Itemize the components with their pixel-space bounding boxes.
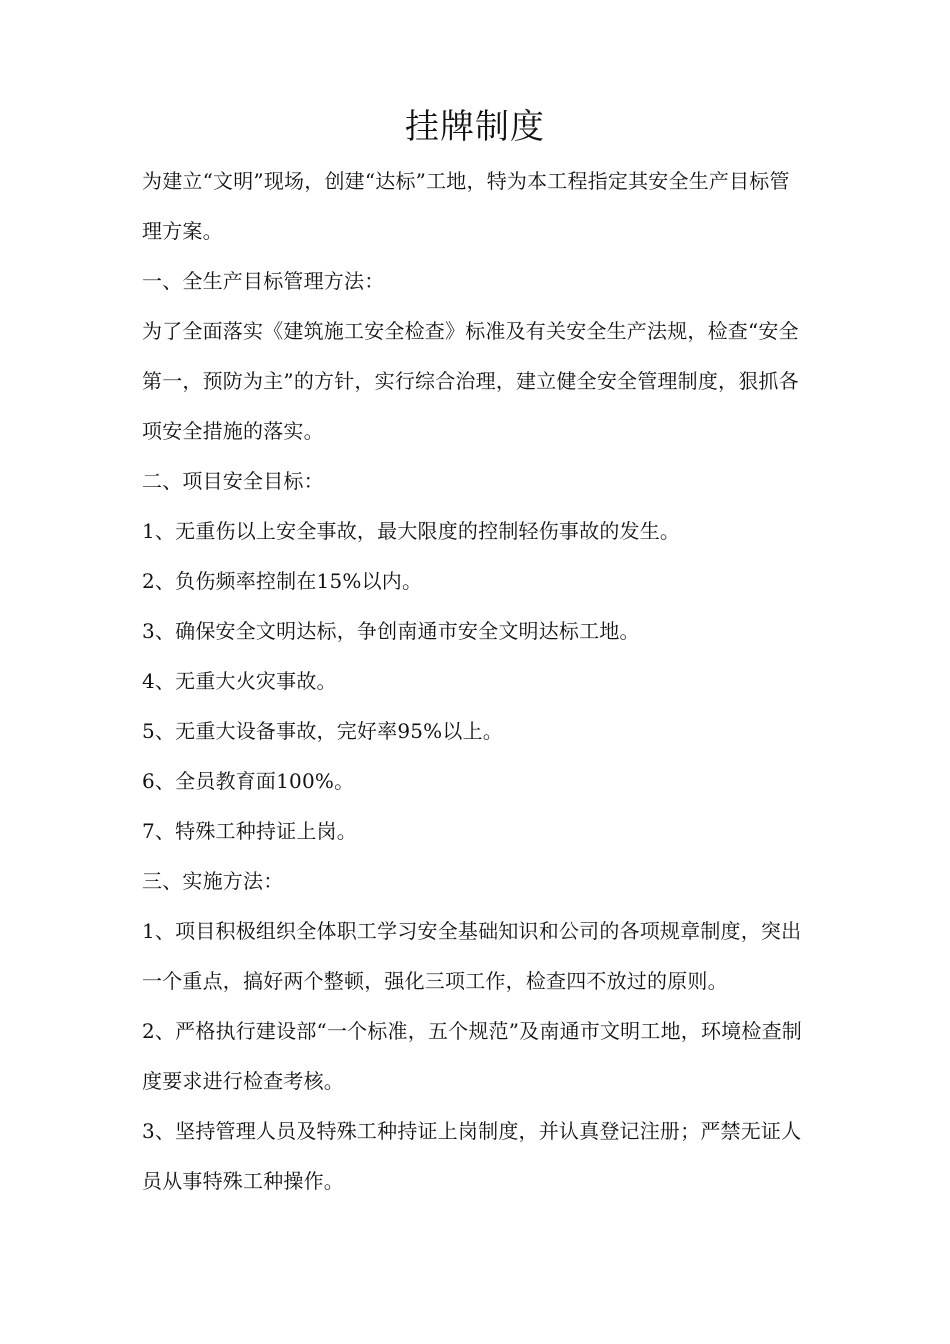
goal-item-2: 2、负伤频率控制在15%以内。	[142, 569, 423, 593]
paragraph-intro: 为建立“文明”现场，创建“达标”工地，特为本工程指定其安全生产目标管理方案。	[142, 169, 790, 243]
implementation-item-2: 2、严格执行建设部“一个标准，五个规范”及南通市文明工地，环境检查制度要求进行检查考核。	[142, 1019, 802, 1093]
section-heading-1: 一、全生产目标管理方法：	[142, 269, 385, 293]
paragraph-method: 为了全面落实《建筑施工安全检查》标准及有关安全生产法规，检查“安全第一，预防为主”的方针，实行综合治理，建立健全安全管理制度，狠抓各项安全措施的落实。	[142, 319, 799, 443]
goal-item-5: 5、无重大设备事故，完好率95%以上。	[142, 719, 503, 743]
section-heading-2: 二、项目安全目标：	[142, 469, 324, 493]
goal-item-3: 3、确保安全文明达标，争创南通市安全文明达标工地。	[142, 619, 640, 643]
implementation-item-3: 3、坚持管理人员及特殊工种持证上岗制度，并认真登记注册；严禁无证人员从事特殊工种操作。	[142, 1119, 802, 1193]
goal-item-4: 4、无重大火灾事故。	[142, 669, 337, 693]
implementation-item-1: 1、项目积极组织全体职工学习安全基础知识和公司的各项规章制度，突出一个重点，搞好两个整顿，强化三项工作，检查四不放过的原则。	[142, 919, 802, 993]
section-heading-3: 三、实施方法：	[142, 869, 284, 893]
document-title: 挂牌制度	[405, 107, 545, 147]
document-body	[142, 156, 807, 1206]
goal-item-7: 7、特殊工种持证上岗。	[142, 819, 357, 843]
goal-item-6: 6、全员教育面100%。	[142, 769, 355, 793]
goal-item-1: 1、无重伤以上安全事故，最大限度的控制轻伤事故的发生。	[142, 519, 681, 543]
